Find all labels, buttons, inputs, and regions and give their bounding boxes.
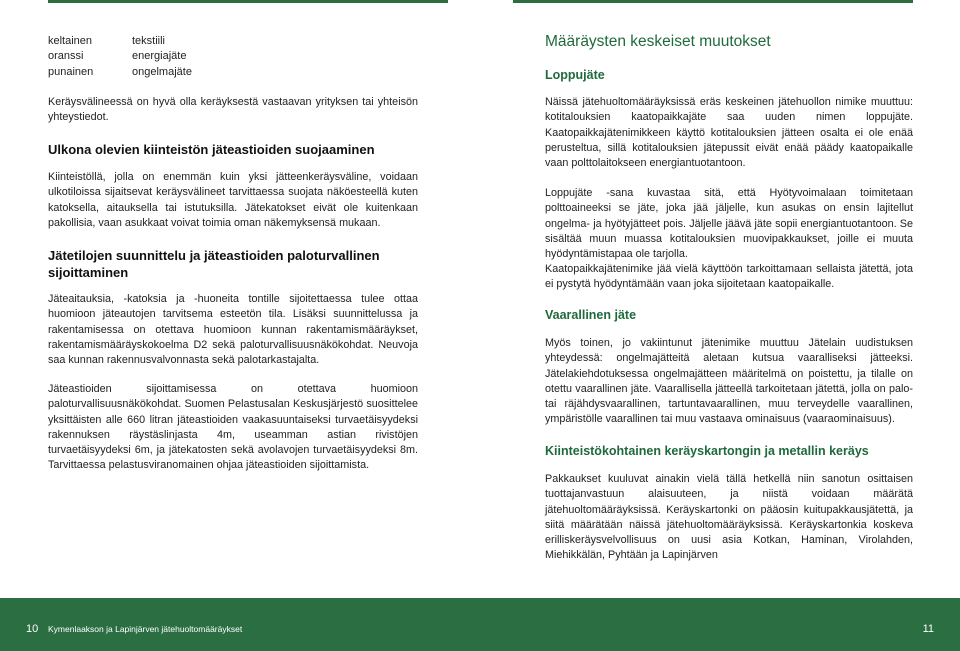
- paragraph-kerayskartonki: Pakkaukset kuuluvat ainakin vielä tällä hetkellä niin sanotun osittaisen tuottajanvastuun alaisuuteen, ja niistä voidaan määrätä jätehuoltomääräyksissä. Keräyskartonki on pääosin kuitupakkausjätettä, ja siitä määrätään näissä jätehuoltomääräyksissä. Keräyskartonkia koskeva erilliskeräysvelvollisuus on uusi asia Kotkan, Haminan, Virolahden, Miehikkälän, Pyhtään ja Lapinjärven: [545, 473, 913, 562]
- subheading-vaarallinen-jate: Vaarallinen jäte: [545, 308, 637, 322]
- color-legend-row: [48, 49, 248, 64]
- footer-title: Kymenlaakson ja Lapinjärven jätehuoltomääräykset: [48, 624, 243, 634]
- paragraph-loppujate-2: Loppujäte -sana kuvastaa sitä, että Hyötyvoimalaan toimitetaan polttoaineeksi se jäte, joka jää jäljelle, kun asukas on ensin lajitellut ongelma- ja hyötyjätteet pois. Jäljelle jäävä jäte sopii energiantuotantoon. Se sisältää muun muassa kotitalouksien muovipakkaukset, joille ei muuta hyödyntämistapaa ole tarjolla.: [545, 187, 913, 261]
- top-rule-left: [48, 0, 448, 3]
- color-legend: [48, 34, 248, 80]
- footer-bar: [0, 598, 960, 651]
- page-number-left: 10: [26, 623, 39, 635]
- page-number-right: 11: [922, 623, 934, 635]
- color-legend-row: [48, 34, 248, 49]
- heading-jatetilojen-suunnittelu: Jätetilojen suunnittelu ja jäteastioiden paloturvallinen sijoittaminen: [48, 248, 380, 280]
- top-rule-right: [513, 0, 913, 3]
- heading-jateastioiden-suojaaminen: Ulkona olevien kiinteistön jäteastioiden suojaaminen: [48, 142, 375, 157]
- paragraph-suunnittelu: Jäteaitauksia, -katoksia ja -huoneita tontille sijoitettaessa tulee ottaa huomioon jäteautojen tarvitsema esteetön tila. Lisäksi suunnittelussa ja rakentamisessa on otettava huomioon kunnan rakentamismääräykset, rakentamismääräyskokoelma D2 sekä paloturvallisuusnäkökohdat. Neuvoja saa kunnan rakennusvalvonnasta sekä palotarkastajalta.: [48, 293, 418, 367]
- legend-color: keltainen: [48, 35, 93, 47]
- paragraph-loppujate-3: Kaatopaikkajätenimike jää vielä käyttöön tarkoittamaan sellaista jätettä, jota ei pystytä hyödyntämään vaan joka sijoitetaan kaatopaikalle.: [545, 263, 913, 291]
- paragraph-vaarallinen-jate: Myös toinen, jo vakiintunut jätenimike muuttuu Jätelain uudistuksen yhteydessä: ongelmajätteitä aletaan kutsua vaaralliseksi jätteeksi. Jätelakiehdotuksessa ongelmajätteen määritelmä on poistettu, ja tilalle on otettu vaarallinen jäte. Vaarallisella jätteellä tarkoitetaan jätettä, jolla on palo- tai räjähdysvaarallinen, tartuntavaarallinen, muu terveydelle vaarallinen, ympäristölle vaarallinen tai muu vastaava ominaisuus (vaaraominaisuus).: [545, 337, 913, 426]
- color-legend-row: [48, 65, 248, 80]
- legend-color: punainen: [48, 65, 94, 78]
- subheading-kerayskartonki: Kiinteistökohtainen keräyskartongin ja metallin keräys: [545, 444, 869, 458]
- intro-paragraph: Keräysvälineessä on hyvä olla keräyksestä vastaavan yrityksen tai yhteisön yhteystiedot.: [48, 96, 418, 124]
- legend-type: ongelmajäte: [132, 65, 192, 78]
- legend-type: tekstiili: [132, 35, 166, 47]
- paragraph-paloturvallisuus: Jäteastioiden sijoittamisessa on otettava huomioon paloturvallisuusnäkökohdat. Suomen Pelastusalan Keskusjärjestö suosittelee yksittäisten alle 660 litran jäteastioiden vaakasuuntaiseksi turvaetäisyydeksi rakennuksen räystäslinjasta 4m, useamman astian rivistöjen turvaetäisyydeksi 6m, ja jätekatosten sekä avolavojen turvaetäisyydeksi 8m. Tarvittaessa pelastusviranomainen ohjaa jäteastioiden sijoittamista.: [48, 383, 418, 472]
- subheading-loppujate: Loppujäte: [545, 68, 605, 82]
- legend-color: oranssi: [48, 50, 84, 63]
- legend-type: energiajäte: [132, 50, 187, 63]
- paragraph-suojaaminen: Kiinteistöllä, jolla on enemmän kuin yksi jätteenkeräysväline, voidaan ulkotiloissa sijaitsevat keräysvälineet tarvittaessa suojata näköesteellä kuten katoksella, aitauksella tai istutuksilla. Jätekatokset eivät ole kuitenkaan pakollisia, vaan asukkaat voivat toimia oman näkemyksensä mukaan.: [48, 171, 418, 229]
- paragraph-loppujate-1: Näissä jätehuoltomääräyksissä eräs keskeinen jätehuollon nimike muuttuu: kotitalouksien kaatopaikkajäte saa uuden nimen loppujäte. Kaatopaikkajätenimikkeen käyttö kotitalouksien jätteen osalta ei ole enää perusteltua, sillä kotitalouksien jätepussit eivät enää päädy kaatopaikalle vaan polttolaitokseen energiantuotantoon.: [545, 96, 913, 170]
- page-title: Määräysten keskeiset muutokset: [545, 33, 771, 50]
